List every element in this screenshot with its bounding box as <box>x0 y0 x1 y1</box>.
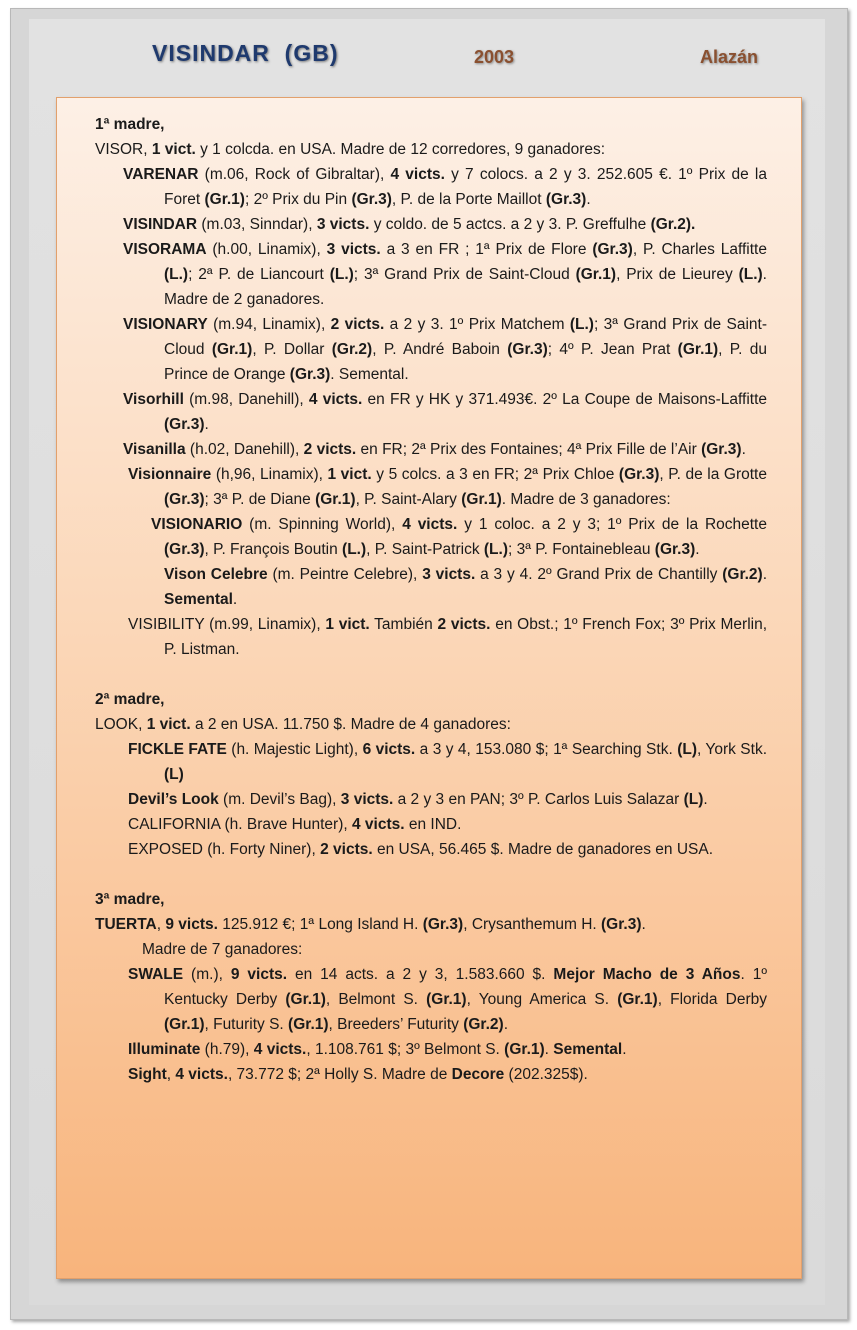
section-spacer <box>95 662 767 687</box>
produce-entry-visorama: VISORAMA (h.00, Linamix), 3 victs. a 3 en FR ; 1ª Prix de Flore (Gr.3), P. Charles Laffitte (L.); 2ª P. de Liancourt (L.); 3ª Grand Prix de Saint-Cloud (Gr.1), Prix de Lieurey (L.). Madre de 2 ganadores. <box>123 241 767 308</box>
first-dam-line: VISOR, 1 vict. y 1 colcda. en USA. Madre de 12 corredores, 9 ganadores: <box>95 141 606 158</box>
produce-entry-visionnaire: Visionnaire (h,96, Linamix), 1 vict. y 5 colcs. a 3 en FR; 2ª Prix Chloe (Gr.3), P. de la Grotte (Gr.3); 3ª P. de Diane (Gr.1), P. Saint-Alary (Gr.1). Madre de 3 ganadores: <box>128 466 767 508</box>
horse-name: VISINDAR (GB) <box>152 40 339 66</box>
third-dam-line: TUERTA, 9 victs. 125.912 €; 1ª Long Island H. (Gr.3), Crysanthemum H. (Gr.3). <box>95 916 646 933</box>
section-spacer <box>95 862 767 887</box>
produce-entry-visibility: VISIBILITY (m.99, Linamix), 1 vict. También 2 victs. en Obst.; 1º French Fox; 3º Prix Merlin, P. Listman. <box>128 616 768 658</box>
produce-entry-fickle-fate: FICKLE FATE (h. Majestic Light), 6 victs. a 3 y 4, 153.080 $; 1ª Searching Stk. (L), York Stk. (L) <box>128 741 767 783</box>
second-dam-title: 2ª madre, <box>95 691 165 708</box>
produce-entry-exposed: EXPOSED (h. Forty Niner), 2 victs. en USA, 56.465 $. Madre de ganadores en USA. <box>128 841 714 858</box>
produce-entry-varenar: VARENAR (m.06, Rock of Gibraltar), 4 victs. y 7 colocs. a 2 y 3. 252.605 €. 1º Prix de la Foret (Gr.1); 2º Prix du Pin (Gr.3), P. de la Porte Maillot (Gr.3). <box>123 166 767 208</box>
produce-entry-visorhill: Visorhill (m.98, Danehill), 4 victs. en FR y HK y 371.493€. 2º La Coupe de Maisons-Laffitte (Gr.3). <box>123 391 768 433</box>
produce-entry-visanilla: Visanilla (h.02, Danehill), 2 victs. en FR; 2ª Prix des Fontaines; 4ª Prix Fille de l’Air (Gr.3). <box>123 441 746 458</box>
produce-entry-visindar: VISINDAR (m.03, Sinndar), 3 victs. y coldo. de 5 actcs. a 2 y 3. P. Greffulhe (Gr.2). <box>123 216 696 233</box>
coat-color: Alazán <box>700 47 759 67</box>
pedigree-header <box>0 36 857 76</box>
produce-entry-vison-celebre: Vison Celebre (m. Peintre Celebre), 3 victs. a 3 y 4. 2º Grand Prix de Chantilly (Gr.2). Semental. <box>164 566 768 608</box>
produce-entry-visionary: VISIONARY (m.94, Linamix), 2 victs. a 2 y 3. 1º Prix Matchem (L.); 3ª Grand Prix de Saint-Cloud (Gr.1), P. Dollar (Gr.2), P. André Baboin (Gr.3); 4º P. Jean Prat (Gr.1), P. du Prince de Orange (Gr.3). Semental. <box>123 316 768 383</box>
produce-entry-swale: SWALE (m.), 9 victs. en 14 acts. a 2 y 3, 1.583.660 $. Mejor Macho de 3 Años. 1º Kentucky Derby (Gr.1), Belmont S. (Gr.1), Young America S. (Gr.1), Florida Derby (Gr.1), Futurity S. (Gr.1), Breeders’ Futurity (Gr.2). <box>128 966 768 1033</box>
pedigree-card <box>56 97 802 1279</box>
produce-entry-sight: Sight, 4 victs., 73.772 $; 2ª Holly S. Madre de Decore (202.325$). <box>128 1066 588 1083</box>
first-dam-title: 1ª madre, <box>95 116 165 133</box>
third-dam-produce-summary: Madre de 7 ganadores: <box>142 941 303 958</box>
produce-entry-devils-look: Devil’s Look (m. Devil’s Bag), 3 victs. a 2 y 3 en PAN; 3º P. Carlos Luis Salazar (L). <box>128 791 708 808</box>
produce-entry-illuminate: Illuminate (h.79), 4 victs., 1.108.761 $; 3º Belmont S. (Gr.1). Semental. <box>128 1041 627 1058</box>
pedigree-content <box>95 112 767 1087</box>
second-dam-line: LOOK, 1 vict. a 2 en USA. 11.750 $. Madre de 4 ganadores: <box>95 716 511 733</box>
birth-year: 2003 <box>474 47 515 67</box>
produce-entry-california: CALIFORNIA (h. Brave Hunter), 4 victs. en IND. <box>128 816 462 833</box>
third-dam-title: 3ª madre, <box>95 891 165 908</box>
produce-entry-visionario: VISIONARIO (m. Spinning World), 4 victs. y 1 coloc. a 2 y 3; 1º Prix de la Rochette (Gr.3), P. François Boutin (L.), P. Saint-Patrick (L.); 3ª P. Fontainebleau (Gr.3). <box>151 516 767 558</box>
